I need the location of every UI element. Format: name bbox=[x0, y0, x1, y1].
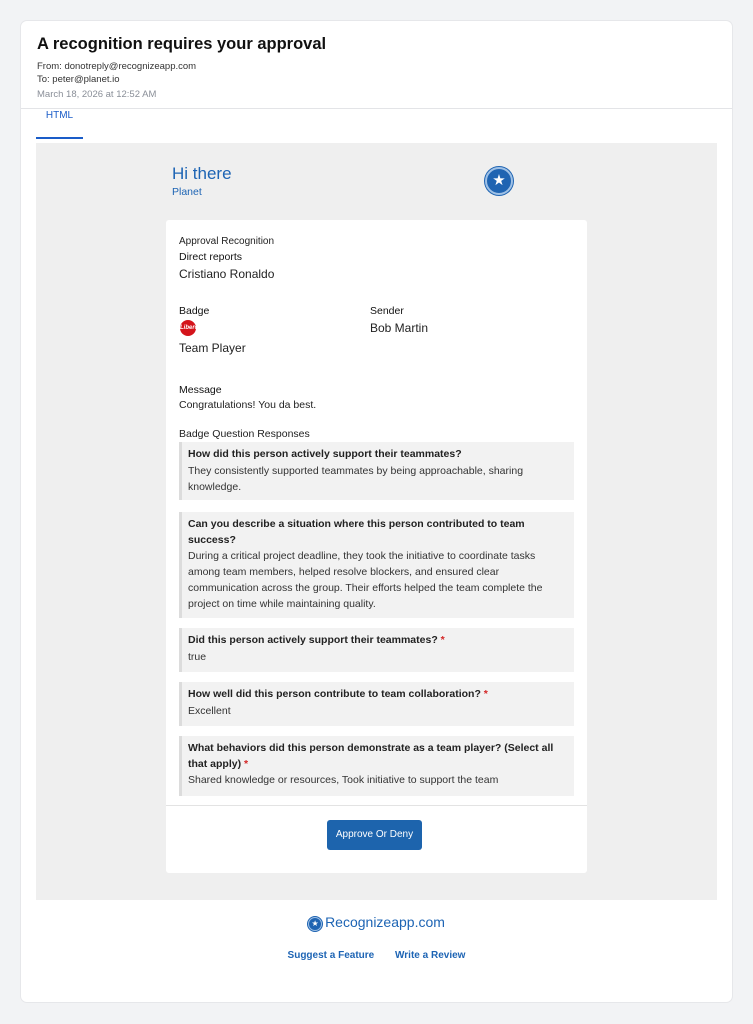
response-item bbox=[179, 736, 574, 796]
response-answer: Excellent bbox=[188, 704, 231, 717]
team-player-badge-icon: Libero bbox=[180, 320, 196, 336]
recognition-panel bbox=[166, 220, 587, 873]
required-marker: * bbox=[244, 757, 249, 770]
badge-name: Team Player bbox=[179, 341, 246, 355]
badge-label: Badge bbox=[179, 305, 210, 317]
response-answer: During a critical project deadline, they took the initiative to coordinate tasks among team members, helped resolve blockers, and ensured clear communication across the group. Their efforts helped the team complete the project on time while maintaining quality. bbox=[188, 550, 543, 610]
star-badge-icon: ★ bbox=[485, 167, 513, 195]
response-item bbox=[179, 682, 574, 726]
email-to: To: peter@planet.io bbox=[37, 73, 120, 85]
panel-divider bbox=[166, 805, 587, 806]
view-tabs bbox=[21, 109, 732, 142]
email-body bbox=[36, 143, 717, 900]
greeting-title: Hi there bbox=[172, 164, 232, 183]
sender-label: Sender bbox=[370, 305, 404, 317]
recipient-name: Cristiano Ronaldo bbox=[179, 267, 275, 281]
response-question: How well did this person contribute to team collaboration? * bbox=[188, 688, 488, 700]
email-card bbox=[21, 21, 732, 1002]
response-item bbox=[179, 628, 574, 672]
suggest-feature-link[interactable]: Suggest a Feature bbox=[287, 950, 375, 961]
footer-links bbox=[21, 950, 732, 961]
recognition-type: Approval Recognition bbox=[179, 236, 275, 247]
recognize-logo-icon: ★ bbox=[308, 917, 322, 931]
responses-label: Badge Question Responses bbox=[179, 428, 310, 440]
response-item bbox=[179, 442, 574, 500]
sender-name: Bob Martin bbox=[370, 321, 429, 335]
response-answer: true bbox=[188, 650, 207, 663]
footer-brand-link[interactable] bbox=[21, 914, 732, 931]
response-question: Did this person actively support their teammates? * bbox=[188, 634, 445, 646]
response-question: How did this person actively support their teammates? bbox=[188, 448, 462, 460]
required-marker: * bbox=[440, 634, 445, 646]
response-answer: They consistently supported teammates by being approachable, sharing knowledge. bbox=[188, 464, 524, 493]
write-review-link[interactable]: Write a Review bbox=[395, 950, 466, 961]
greeting bbox=[172, 163, 232, 198]
recipients-label: Direct reports bbox=[179, 251, 243, 263]
email-header bbox=[21, 21, 732, 109]
footer-brand-text: Recognizeapp.com bbox=[325, 914, 445, 930]
approve-or-deny-button[interactable]: Approve Or Deny bbox=[327, 820, 422, 850]
organization-name: Planet bbox=[172, 186, 202, 198]
tab-html[interactable]: HTML bbox=[36, 107, 83, 139]
response-item bbox=[179, 512, 574, 618]
response-answer: Shared knowledge or resources, Took initiative to support the team bbox=[188, 774, 499, 786]
email-date: March 18, 2026 at 12:52 AM bbox=[37, 89, 157, 100]
required-marker: * bbox=[483, 688, 488, 700]
email-from: From: donotreply@recognizeapp.com bbox=[37, 61, 197, 72]
email-subject: A recognition requires your approval bbox=[37, 35, 327, 53]
message-text: Congratulations! You da best. bbox=[179, 399, 317, 411]
message-label: Message bbox=[179, 384, 222, 396]
response-question: What behaviors did this person demonstrate as a team player? (Select all that apply) * bbox=[188, 742, 554, 770]
response-question: Can you describe a situation where this person contributed to team success? bbox=[188, 518, 525, 546]
